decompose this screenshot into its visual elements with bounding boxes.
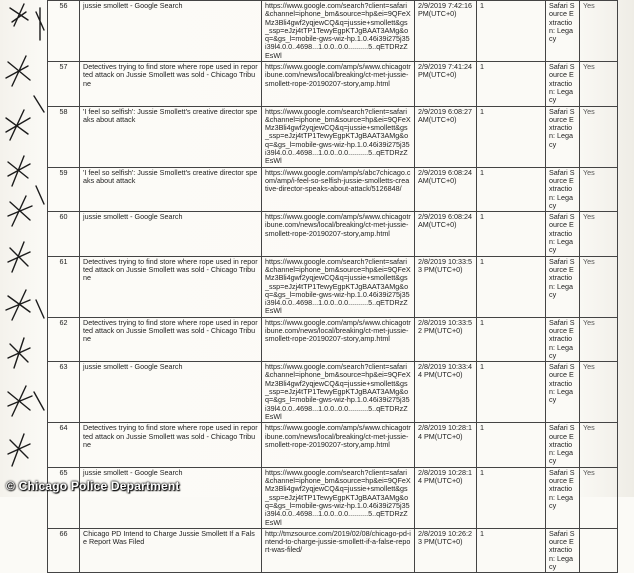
page-title-cell: Detectives trying to find store where rope used in reported attack on Jussie Smollett was sold - Chicago Tribune (80, 423, 262, 467)
page-title-cell: 'I feel so selfish': Jussie Smollett's creative director speaks about attack (80, 167, 262, 211)
url-cell: https://www.google.com/amp/s/www.chicagotribune.com/news/local/breaking/ct-met-jussie-smollett-rope-20190207-story,amp.html (262, 62, 415, 106)
visit-count-cell: 1 (477, 62, 546, 106)
source-cell: Safari Source Extraction: Legacy (546, 62, 580, 106)
source-cell: Safari Source Extraction: Legacy (546, 167, 580, 211)
row-number: 64 (48, 423, 80, 467)
url-cell: https://www.google.com/search?client=safari&channel=iphone_bm&source=hp&ei=9QFeXMz3Bli4gwf2yqjewCQ&q=jussie+smollett&gs_ssp=eJzj4tTP1TewyEgpKTJgBAAT3AMg&oq=&gs_l=mobile-gws-wiz-hp.1.0.46i39i275j35i39l4.0.0..4698...1.0.0..0.0..........5..qETDRzZEsWl (262, 256, 415, 317)
visit-date-cell: 2/8/2019 10:33:52 PM(UTC+0) (415, 317, 477, 361)
page-title-cell: jussie smollett - Google Search (80, 212, 262, 256)
flag-cell: Yes (580, 167, 618, 211)
visit-date-cell: 2/9/2019 6:08:24 AM(UTC+0) (415, 212, 477, 256)
visit-date-cell: 2/9/2019 7:41:24 PM(UTC+0) (415, 62, 477, 106)
row-number: 59 (48, 167, 80, 211)
url-cell: https://www.google.com/search?client=safari&channel=iphone_bm&source=hp&ei=9QFeXMz3Bli4gwf2yqjewCQ&q=jussie+smollett&gs_ssp=eJzj4tTP1TewyEgpKTJgBAAT3AMg&oq=&gs_l=mobile-gws-wiz-hp.1.0.46i39i275j35i39l4.0.0..4698...1.0.0..0.0..........5..qETDRzZEsWl (262, 106, 415, 167)
table-row (48, 106, 618, 167)
watermark: © Chicago Police Department (6, 479, 180, 493)
source-cell: Safari Source Extraction: Legacy (546, 467, 580, 528)
url-cell: https://www.google.com/amp/s/www.chicagotribune.com/news/local/breaking/ct-met-jussie-smollett-rope-20190207-story,amp.html (262, 423, 415, 467)
url-cell: https://www.google.com/search?client=safari&channel=iphone_bm&source=hp&ei=9QFeXMz3Bli4gwf2yqjewCQ&q=jussie+smollett&gs_ssp=eJzj4tTP1TewyEgpKTJgBAAT3AMg&oq=&gs_l=mobile-gws-wiz-hp.1.0.46i39i275j35i39l4.0.0..4698...1.0.0..0.0..........5..qETDRzZEsWl (262, 362, 415, 423)
visit-date-cell: 2/8/2019 10:26:23 PM(UTC+0) (415, 528, 477, 572)
row-number: 66 (48, 528, 80, 572)
url-cell: http://tmzsource.com/2019/02/08/chicago-pd-intend-to-charge-jussie-smollett-if-a-false-report-was-filed/ (262, 528, 415, 572)
visit-count-cell: 1 (477, 212, 546, 256)
row-number: 57 (48, 62, 80, 106)
row-number: 56 (48, 1, 80, 62)
row-number: 58 (48, 106, 80, 167)
visit-count-cell: 1 (477, 467, 546, 528)
visit-count-cell: 1 (477, 106, 546, 167)
page-title-cell: jussie smollett - Google Search (80, 467, 262, 528)
handwritten-check-marks (0, 0, 50, 497)
flag-cell: Yes (580, 362, 618, 423)
table-row (48, 212, 618, 256)
row-number: 60 (48, 212, 80, 256)
row-number: 62 (48, 317, 80, 361)
visit-count-cell: 1 (477, 528, 546, 572)
source-cell: Safari Source Extraction: Legacy (546, 317, 580, 361)
source-cell: Safari Source Extraction: Legacy (546, 256, 580, 317)
visit-count-cell: 1 (477, 256, 546, 317)
flag-cell (580, 528, 618, 572)
visit-date-cell: 2/8/2019 10:28:14 PM(UTC+0) (415, 423, 477, 467)
page-title-cell: Detectives trying to find store where rope used in reported attack on Jussie Smollett was sold - Chicago Tribune (80, 317, 262, 361)
flag-cell: Yes (580, 212, 618, 256)
visit-count-cell: 1 (477, 362, 546, 423)
visit-date-cell: 2/9/2019 6:08:24 AM(UTC+0) (415, 167, 477, 211)
row-number: 65 (48, 467, 80, 528)
page-title-cell: Chicago PD Intend to Charge Jussie Smollett If a False Report Was Filed (80, 528, 262, 572)
flag-cell: Yes (580, 317, 618, 361)
visit-count-cell: 1 (477, 1, 546, 62)
visit-count-cell: 1 (477, 423, 546, 467)
page-title-cell: jussie smollett - Google Search (80, 362, 262, 423)
url-cell: https://www.google.com/search?client=safari&channel=iphone_bm&source=hp&ei=9QFeXMz3Bli4gwf2yqjewCQ&q=jussie+smollett&gs_ssp=eJzj4tTP1TewyEgpKTJgBAAT3AMg&oq=&gs_l=mobile-gws-wiz-hp.1.0.46i39i275j35i39l4.0.0..4698...1.0.0..0.0..........5..qETDRzZEsWl (262, 467, 415, 528)
source-cell: Safari Source Extraction: Legacy (546, 1, 580, 62)
page-title-cell: Detectives trying to find store where rope used in reported attack on Jussie Smollett was sold - Chicago Tribune (80, 256, 262, 317)
url-cell: https://www.google.com/amp/s/www.chicagotribune.com/news/local/breaking/ct-met-jussie-smollett-rope-20190207-story,amp.html (262, 317, 415, 361)
table-row (48, 423, 618, 467)
page-title-cell: 'I feel so selfish': Jussie Smollett's creative director speaks about attack (80, 106, 262, 167)
table-row (48, 317, 618, 361)
visit-date-cell: 2/8/2019 10:33:53 PM(UTC+0) (415, 256, 477, 317)
source-cell: Safari Source Extraction: Legacy (546, 423, 580, 467)
url-cell: https://www.google.com/amp/s/www.chicagotribune.com/news/local/breaking/ct-met-jussie-smollett-rope-20190207-story,amp.html (262, 212, 415, 256)
table-row (48, 1, 618, 62)
table-row (48, 167, 618, 211)
table-row (48, 62, 618, 106)
visit-count-cell: 1 (477, 167, 546, 211)
visit-date-cell: 2/9/2019 6:08:27 AM(UTC+0) (415, 106, 477, 167)
url-cell: https://www.google.com/amp/s/abc7chicago.com/amp/i-feel-so-selfish-jussie-smolletts-creative-director-speaks-about-attack/5126848/ (262, 167, 415, 211)
flag-cell: Yes (580, 1, 618, 62)
flag-cell: Yes (580, 62, 618, 106)
source-cell: Safari Source Extraction: Legacy (546, 106, 580, 167)
page-title-cell: Detectives trying to find store where rope used in reported attack on Jussie Smollett was sold - Chicago Tribune (80, 62, 262, 106)
visit-date-cell: 2/8/2019 10:33:44 PM(UTC+0) (415, 362, 477, 423)
flag-cell: Yes (580, 106, 618, 167)
source-cell: Safari Source Extraction: Legacy (546, 528, 580, 572)
table-row (48, 362, 618, 423)
row-number: 61 (48, 256, 80, 317)
table-row (48, 256, 618, 317)
row-number: 63 (48, 362, 80, 423)
flag-cell: Yes (580, 467, 618, 528)
table-row (48, 528, 618, 572)
source-cell: Safari Source Extraction: Legacy (546, 212, 580, 256)
visit-date-cell: 2/8/2019 10:28:14 PM(UTC+0) (415, 467, 477, 528)
flag-cell: Yes (580, 423, 618, 467)
source-cell: Safari Source Extraction: Legacy (546, 362, 580, 423)
page-title-cell: jussie smollett - Google Search (80, 1, 262, 62)
url-cell: https://www.google.com/search?client=safari&channel=iphone_bm&source=hp&ei=9QFeXMz3Bli4gwf2yqjewCQ&q=jussie+smollett&gs_ssp=eJzj4tTP1TewyEgpKTJgBAAT3AMg&oq=&gs_l=mobile-gws-wiz-hp.1.0.46i39i275j35i39l4.0.0..4698...1.0.0..0.0..........5..qETDRzZEsWl (262, 1, 415, 62)
flag-cell: Yes (580, 256, 618, 317)
table-row (48, 467, 618, 528)
visit-date-cell: 2/9/2019 7:42:16 PM(UTC+0) (415, 1, 477, 62)
visit-count-cell: 1 (477, 317, 546, 361)
